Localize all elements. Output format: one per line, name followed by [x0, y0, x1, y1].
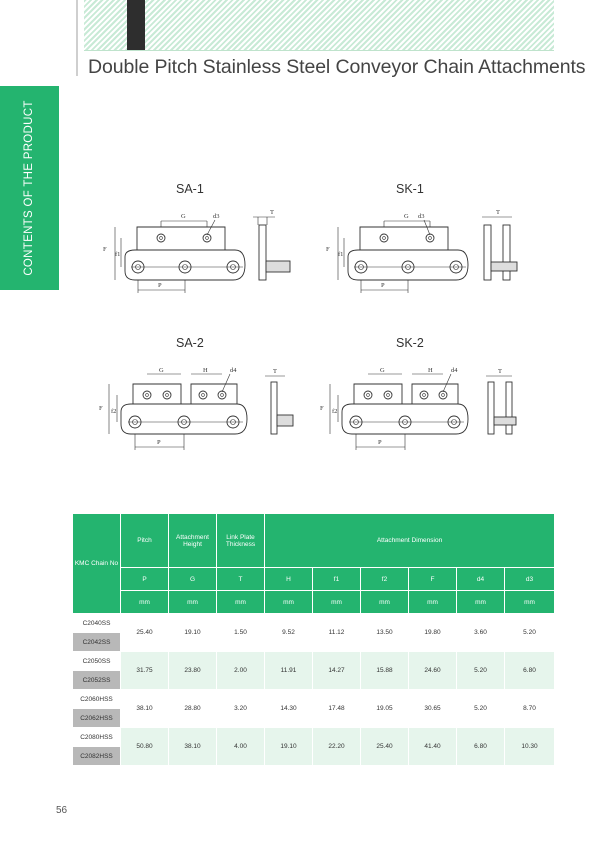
header-attachment-dimension: Attachment Dimension — [265, 514, 555, 568]
header-dark-bar — [127, 0, 145, 50]
dim-f2: f2 — [332, 408, 338, 415]
unit-cell: mm — [169, 591, 217, 614]
value-cell: 1.50 — [217, 614, 265, 652]
diagram-label-sa1: SA-1 — [176, 182, 204, 196]
unit-cell: mm — [457, 591, 505, 614]
page-title: Double Pitch Stainless Steel Conveyor Chain Attachments — [88, 56, 586, 78]
value-cell: 50.80 — [121, 728, 169, 766]
dim-h: H — [428, 367, 433, 374]
value-cell: 11.91 — [265, 652, 313, 690]
value-cell: 13.50 — [361, 614, 409, 652]
value-cell: 5.20 — [505, 614, 555, 652]
diagram-label-sk2: SK-2 — [396, 336, 424, 350]
symbol-cell: T — [217, 568, 265, 591]
chain-no-cell: C2080HSS — [73, 728, 121, 747]
value-cell: 31.75 — [121, 652, 169, 690]
value-cell: 22.20 — [313, 728, 361, 766]
dim-p: P — [378, 439, 382, 446]
value-cell: 3.20 — [217, 690, 265, 728]
value-cell: 38.10 — [121, 690, 169, 728]
dim-d3: d3 — [213, 213, 220, 220]
value-cell: 5.20 — [457, 652, 505, 690]
value-cell: 17.48 — [313, 690, 361, 728]
dim-f: F — [320, 405, 324, 412]
header-pitch: Pitch — [121, 514, 169, 568]
dim-t: T — [270, 209, 274, 216]
value-cell: 15.88 — [361, 652, 409, 690]
diagram-label-sk1: SK-1 — [396, 182, 424, 196]
dim-t: T — [498, 368, 502, 375]
header-divider — [76, 0, 78, 76]
unit-cell: mm — [313, 591, 361, 614]
value-cell: 19.80 — [409, 614, 457, 652]
unit-cell: mm — [505, 591, 555, 614]
dim-f1: f1 — [338, 251, 344, 258]
value-cell: 19.10 — [265, 728, 313, 766]
unit-cell: mm — [361, 591, 409, 614]
dim-g: G — [181, 213, 186, 220]
dim-t: T — [496, 209, 500, 216]
dim-f: F — [99, 405, 103, 412]
header-link-plate-thickness: Link Plate Thickness — [217, 514, 265, 568]
value-cell: 10.30 — [505, 728, 555, 766]
value-cell: 19.10 — [169, 614, 217, 652]
value-cell: 8.70 — [505, 690, 555, 728]
dim-d4: d4 — [230, 367, 237, 374]
value-cell: 6.80 — [457, 728, 505, 766]
value-cell: 24.60 — [409, 652, 457, 690]
chain-no-cell: C2050SS — [73, 652, 121, 671]
dim-t: T — [273, 368, 277, 375]
value-cell: 6.80 — [505, 652, 555, 690]
chain-no-cell: C2082HSS — [73, 747, 121, 766]
chain-no-cell: C2042SS — [73, 633, 121, 652]
dim-f: F — [103, 246, 107, 253]
table-row — [73, 690, 555, 709]
value-cell: 38.10 — [169, 728, 217, 766]
diagram-sa2 — [95, 362, 295, 462]
unit-cell: mm — [265, 591, 313, 614]
dim-h: H — [203, 367, 208, 374]
symbol-cell: H — [265, 568, 313, 591]
spec-table — [72, 513, 555, 766]
value-cell: 11.12 — [313, 614, 361, 652]
chain-no-cell: C2060HSS — [73, 690, 121, 709]
chain-no-cell: C2062HSS — [73, 709, 121, 728]
value-cell: 14.30 — [265, 690, 313, 728]
side-tab-label: CONTENTS OF THE PRODUCT — [23, 100, 35, 276]
chain-no-cell: C2052SS — [73, 671, 121, 690]
dim-f: F — [326, 246, 330, 253]
dim-d3: d3 — [418, 213, 425, 220]
symbol-cell: G — [169, 568, 217, 591]
symbol-cell: P — [121, 568, 169, 591]
symbol-cell: d3 — [505, 568, 555, 591]
diagram-sk2 — [316, 362, 516, 462]
symbol-cell: F — [409, 568, 457, 591]
header-attachment-height: Attachment Height — [169, 514, 217, 568]
symbol-cell: d4 — [457, 568, 505, 591]
value-cell: 5.20 — [457, 690, 505, 728]
value-cell: 14.27 — [313, 652, 361, 690]
diagram-sa1 — [95, 205, 295, 305]
value-cell: 4.00 — [217, 728, 265, 766]
value-cell: 25.40 — [121, 614, 169, 652]
table-row — [73, 614, 555, 633]
value-cell: 3.60 — [457, 614, 505, 652]
table-row — [73, 652, 555, 671]
dim-g: G — [159, 367, 164, 374]
header-band — [84, 0, 554, 51]
dim-p: P — [158, 282, 162, 289]
value-cell: 25.40 — [361, 728, 409, 766]
value-cell: 30.65 — [409, 690, 457, 728]
unit-cell: mm — [409, 591, 457, 614]
value-cell: 28.80 — [169, 690, 217, 728]
unit-cell: mm — [121, 591, 169, 614]
unit-cell: mm — [217, 591, 265, 614]
value-cell: 9.52 — [265, 614, 313, 652]
symbol-cell: f1 — [313, 568, 361, 591]
table-row — [73, 728, 555, 747]
dim-p: P — [381, 282, 385, 289]
dim-f2: f2 — [111, 408, 117, 415]
value-cell: 41.40 — [409, 728, 457, 766]
chain-no-cell: C2040SS — [73, 614, 121, 633]
symbol-cell: f2 — [361, 568, 409, 591]
dim-d4: d4 — [451, 367, 458, 374]
dim-g: G — [404, 213, 409, 220]
header-chain-no: KMC Chain No — [73, 514, 121, 614]
page-number: 56 — [56, 805, 68, 816]
diagram-sk1 — [318, 205, 518, 305]
value-cell: 23.80 — [169, 652, 217, 690]
dim-p: P — [157, 439, 161, 446]
dim-g: G — [380, 367, 385, 374]
dim-f1: f1 — [115, 251, 121, 258]
diagram-label-sa2: SA-2 — [176, 336, 204, 350]
value-cell: 19.05 — [361, 690, 409, 728]
value-cell: 2.00 — [217, 652, 265, 690]
